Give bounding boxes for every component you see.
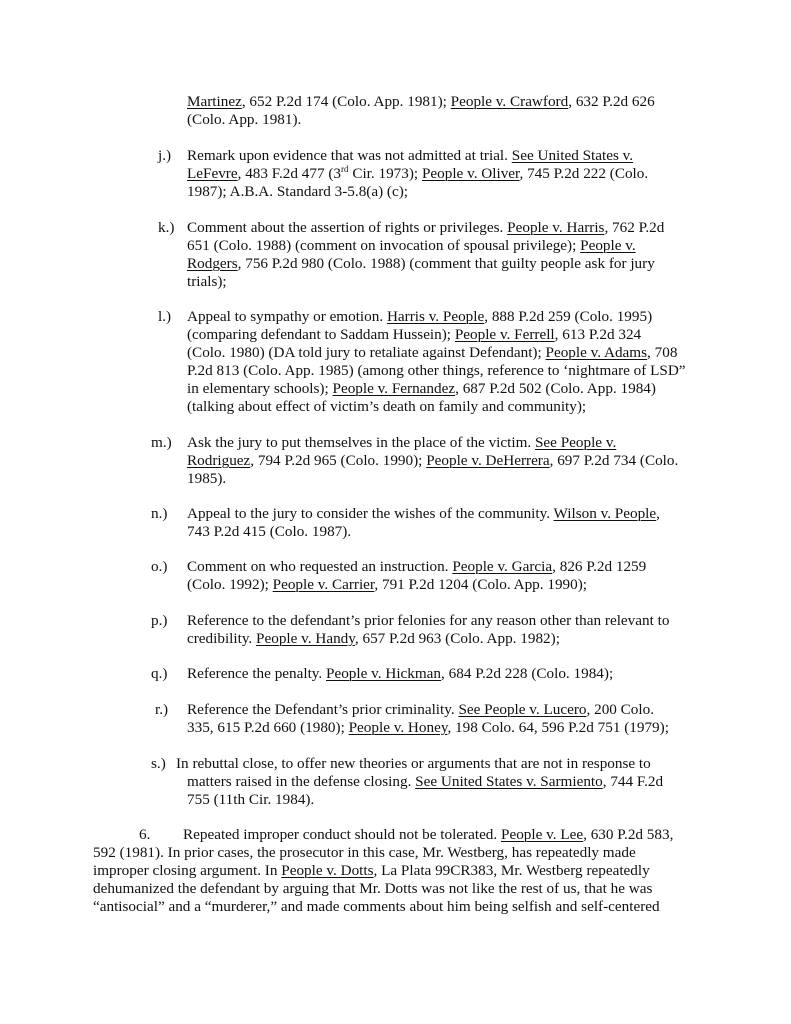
text-run: , 687 P.2d 502 (Colo. App. 1984): [455, 380, 656, 397]
text-line: [176, 755, 663, 773]
text-line: [187, 505, 660, 523]
text-line: [187, 165, 648, 183]
case-citation: People v. Crawford: [450, 93, 569, 110]
text-line: [187, 434, 678, 452]
text-run: matters raised in the defense closing.: [187, 773, 416, 790]
item-marker: l.): [158, 308, 172, 325]
text-line: [187, 344, 686, 362]
text-run: dehumanized the defendant by arguing that Mr. Dotts was not like the rest of us, that he was: [93, 880, 653, 897]
case-citation: People v. Dotts: [281, 862, 374, 879]
text-run: Repeated improper conduct should not be tolerated.: [183, 826, 501, 843]
text-line: [187, 237, 664, 255]
superscript: rd: [341, 164, 349, 174]
text-run: Reference to the defendant’s prior felonies for any reason other than relevant to: [187, 612, 670, 629]
case-citation: LeFevre: [187, 165, 238, 182]
text-line: [187, 93, 655, 111]
text-run: in elementary schools);: [187, 380, 333, 397]
case-citation: People v. Garcia: [452, 558, 553, 575]
text-run: P.2d 813 (Colo. App. 1985) (among other things, reference to ‘nightmare of LSD”: [187, 362, 686, 379]
paragraph-6: [93, 826, 673, 916]
text-run: , 826 P.2d 1259: [552, 558, 647, 575]
text-run: “antisocial” and a “murderer,” and made comments about him being selfish and self-centered: [93, 898, 660, 915]
text-run: 651 (Colo. 1988) (comment on invocation of spousal privilege);: [187, 237, 581, 254]
text-line: [187, 630, 669, 648]
text-line: [187, 701, 669, 719]
item-marker: n.): [151, 505, 168, 522]
text-line: [187, 308, 686, 326]
case-citation: People v. Hickman: [326, 665, 442, 682]
text-run: , 198 Colo. 64, 596 P.2d 751 (1979);: [447, 719, 669, 736]
text-line: [93, 862, 673, 880]
text-line: [187, 147, 648, 165]
case-citation: People v. DeHerrera: [426, 452, 550, 469]
text-run: (Colo. 1992);: [187, 576, 273, 593]
text-run: 755 (11th Cir. 1984).: [187, 791, 315, 808]
text-line: [187, 558, 646, 576]
text-run: (talking about effect of victim’s death on family and community);: [187, 398, 587, 415]
text-run: Appeal to the jury to consider the wishes of the community.: [187, 505, 554, 522]
text-run: , 632 P.2d 626: [568, 93, 655, 110]
text-line: [93, 844, 673, 862]
text-line: [176, 773, 663, 791]
text-line: [187, 719, 669, 737]
text-run: 592 (1981). In prior cases, the prosecutor in this case, Mr. Westberg, has repeatedly made: [93, 844, 636, 861]
item-marker: p.): [151, 612, 168, 629]
text-line: [187, 665, 613, 683]
paragraph-number: 6.: [139, 826, 151, 843]
text-line: [187, 326, 686, 344]
item-marker: o.): [151, 558, 168, 575]
text-line: [187, 398, 686, 416]
text-run: , 888 P.2d 259 (Colo. 1995): [484, 308, 653, 325]
text-run: trials);: [187, 273, 227, 290]
text-run: Appeal to sympathy or emotion.: [187, 308, 387, 325]
case-citation: See People v.: [534, 434, 617, 451]
text-run: 1987); A.B.A. Standard 3-5.8(a) (c);: [187, 183, 409, 200]
text-run: , 744 F.2d: [602, 773, 664, 790]
text-line: [176, 791, 663, 809]
case-citation: Wilson v. People: [553, 505, 657, 522]
text-run: , La Plata 99CR383, Mr. Westberg repeatedly: [373, 862, 650, 879]
case-citation: People v. Handy: [256, 630, 355, 647]
item-marker: m.): [151, 434, 172, 451]
text-run: Reference the Defendant’s prior criminality.: [187, 701, 459, 718]
text-run: , 652 P.2d 174 (Colo. App. 1981);: [241, 93, 451, 110]
text-run: In rebuttal close, to offer new theories or arguments that are not in response to: [176, 755, 651, 772]
text-run: Ask the jury to put themselves in the place of the victim.: [187, 434, 535, 451]
text-run: Comment about the assertion of rights or privileges.: [187, 219, 508, 236]
text-line: [187, 273, 664, 291]
case-citation: Rodgers: [187, 255, 238, 272]
case-citation: People v. Lee: [501, 826, 584, 843]
text-line: [93, 826, 673, 844]
text-run: , 657 P.2d 963 (Colo. App. 1982);: [354, 630, 560, 647]
text-run: , 684 P.2d 228 (Colo. 1984);: [441, 665, 614, 682]
text-line: [187, 183, 648, 201]
text-line: [93, 880, 673, 898]
case-citation: People v. Adams: [545, 344, 648, 361]
text-line: [187, 612, 669, 630]
text-run: , 745 P.2d 222 (Colo.: [519, 165, 649, 182]
case-citation: See United States v. Sarmiento: [415, 773, 603, 790]
text-run: credibility.: [187, 630, 257, 647]
case-citation: Harris v. People: [386, 308, 485, 325]
text-line: [187, 255, 664, 273]
text-line: [187, 111, 655, 129]
text-line: [187, 219, 664, 237]
case-citation: People v. Carrier: [272, 576, 375, 593]
text-run: 1985).: [187, 470, 227, 487]
text-run: , 483 F.2d 477 (3: [237, 165, 342, 182]
case-citation: People v.: [580, 237, 636, 254]
text-run: , 791 P.2d 1204 (Colo. App. 1990);: [374, 576, 588, 593]
item-marker: j.): [158, 147, 172, 164]
text-line: [187, 362, 686, 380]
case-citation: People v. Harris: [507, 219, 605, 236]
case-citation: People v. Oliver: [421, 165, 520, 182]
text-line: [187, 452, 678, 470]
item-marker: r.): [155, 701, 169, 718]
text-run: 743 P.2d 415 (Colo. 1987).: [187, 523, 352, 540]
text-run: improper closing argument. In: [93, 862, 282, 879]
text-run: (Colo. App. 1981).: [187, 111, 302, 128]
text-run: (Colo. 1980) (DA told jury to retaliate against Defendant);: [187, 344, 546, 361]
case-citation: Rodriguez: [187, 452, 251, 469]
case-citation: People v. Fernandez: [332, 380, 456, 397]
text-line: [93, 898, 673, 916]
text-run: , 613 P.2d 324: [554, 326, 642, 343]
text-run: ,: [656, 505, 660, 522]
text-run: , 630 P.2d 583,: [583, 826, 674, 843]
item-marker: s.): [151, 755, 166, 772]
text-run: , 708: [647, 344, 678, 361]
text-run: Comment on who requested an instruction.: [187, 558, 453, 575]
case-citation: See People v. Lucero: [458, 701, 587, 718]
text-run: , 200 Colo.: [586, 701, 655, 718]
case-citation: Martinez: [187, 93, 242, 110]
case-citation: People v. Honey: [348, 719, 448, 736]
case-citation: See United States v.: [511, 147, 634, 164]
text-run: Reference the penalty.: [187, 665, 327, 682]
item-marker: k.): [158, 219, 175, 236]
text-line: [187, 470, 678, 488]
text-line: [187, 576, 646, 594]
text-run: , 756 P.2d 980 (Colo. 1988) (comment that guilty people ask for jury: [237, 255, 655, 272]
item-marker: q.): [151, 665, 168, 682]
text-run: 335, 615 P.2d 660 (1980);: [187, 719, 349, 736]
text-run: , 794 P.2d 965 (Colo. 1990);: [250, 452, 427, 469]
text-run: , 697 P.2d 734 (Colo.: [549, 452, 679, 469]
text-line: [187, 380, 686, 398]
text-run: (comparing defendant to Saddam Hussein);: [187, 326, 455, 343]
text-line: [187, 523, 660, 541]
case-citation: People v. Ferrell: [454, 326, 555, 343]
text-run: Remark upon evidence that was not admitted at trial.: [187, 147, 512, 164]
text-run: , 762 P.2d: [604, 219, 665, 236]
text-run: Cir. 1973);: [348, 165, 422, 182]
